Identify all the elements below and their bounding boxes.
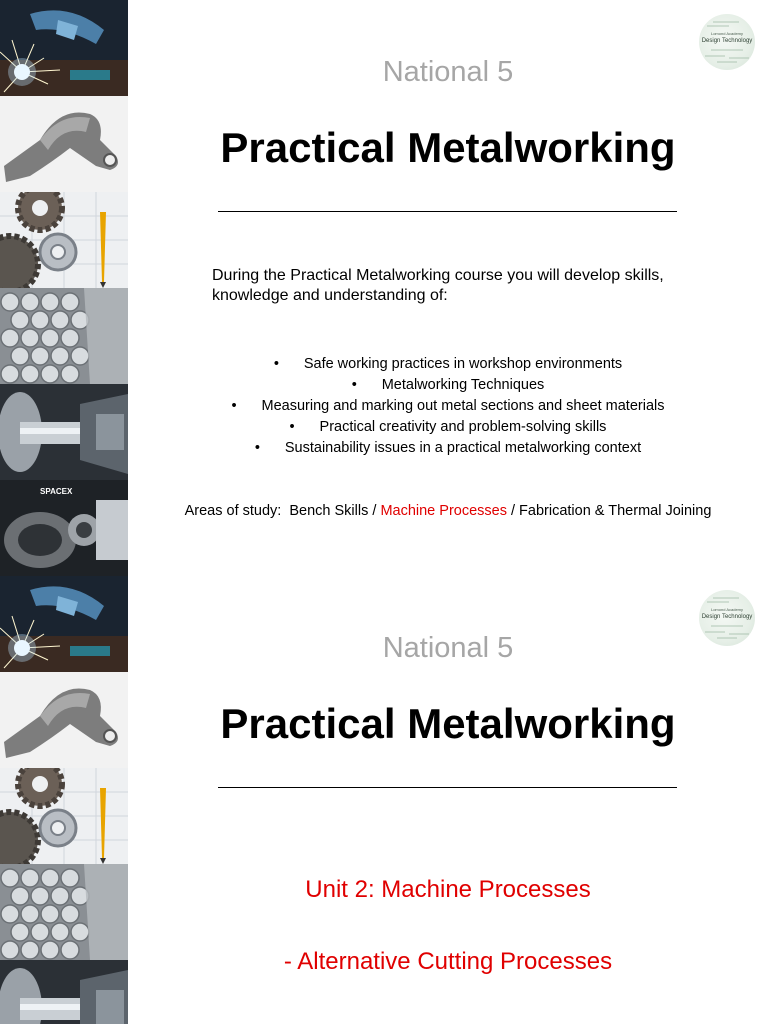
list-item <box>128 396 768 417</box>
list-item <box>128 438 768 459</box>
areas-highlight: Machine Processes <box>380 503 507 519</box>
list-item <box>128 354 768 375</box>
welding-sparks-image <box>0 576 128 672</box>
logo-department: Design Technology <box>701 38 753 44</box>
list-item <box>128 417 768 438</box>
spacex-engine-image <box>0 480 128 576</box>
topic-heading: - Alternative Cutting Processes <box>283 948 613 975</box>
slide-2 <box>0 576 768 1024</box>
areas-suffix: / Fabrication & Thermal Joining <box>506 503 712 519</box>
logo-school-name: Lomond Academy <box>710 607 744 612</box>
lathe-chuck-image <box>0 960 128 1024</box>
areas-of-study <box>128 503 768 519</box>
list-item <box>128 375 768 396</box>
bullet: • <box>351 377 357 393</box>
areas-prefix: Areas of study: Bench Skills / <box>184 503 381 519</box>
cast-metal-part-image <box>0 96 128 192</box>
course-intro: During the Practical Metalworking course you will develop skills, knowledge and understanding of: <box>212 267 664 304</box>
slide-title: Practical Metalworking <box>220 124 676 171</box>
list-item-text: Measuring and marking out metal sections and sheet materials <box>261 398 665 414</box>
list-item-text: Practical creativity and problem-solving skills <box>319 419 607 435</box>
gears-and-bearing-image <box>0 768 128 864</box>
bullet: • <box>289 419 295 435</box>
title-divider <box>218 211 677 212</box>
image-strip <box>0 576 128 1024</box>
slide-title: Practical Metalworking <box>220 700 676 747</box>
bullet: • <box>273 356 279 372</box>
list-item-text: Safe working practices in workshop environments <box>303 356 623 372</box>
welding-sparks-image <box>0 0 128 96</box>
bullet: • <box>231 398 237 414</box>
logo-school-name: Lomond Academy <box>710 31 744 36</box>
list-item-text: Sustainability issues in a practical metalworking context <box>284 440 642 456</box>
list-item-text: Metalworking Techniques <box>381 377 545 393</box>
bullet: • <box>254 440 260 456</box>
steel-bars-image <box>0 288 128 384</box>
title-divider <box>218 787 677 788</box>
lathe-chuck-image <box>0 384 128 480</box>
spacex-label: SPACEX <box>40 487 73 496</box>
unit-heading: Unit 2: Machine Processes <box>305 876 591 903</box>
image-strip <box>0 0 128 576</box>
logo-department: Design Technology <box>701 614 753 620</box>
skills-list <box>128 354 768 459</box>
cast-metal-part-image <box>0 672 128 768</box>
slide-subtitle: National 5 <box>382 632 514 664</box>
steel-bars-image <box>0 864 128 960</box>
gears-and-bearing-image <box>0 192 128 288</box>
slide-subtitle: National 5 <box>382 56 514 88</box>
